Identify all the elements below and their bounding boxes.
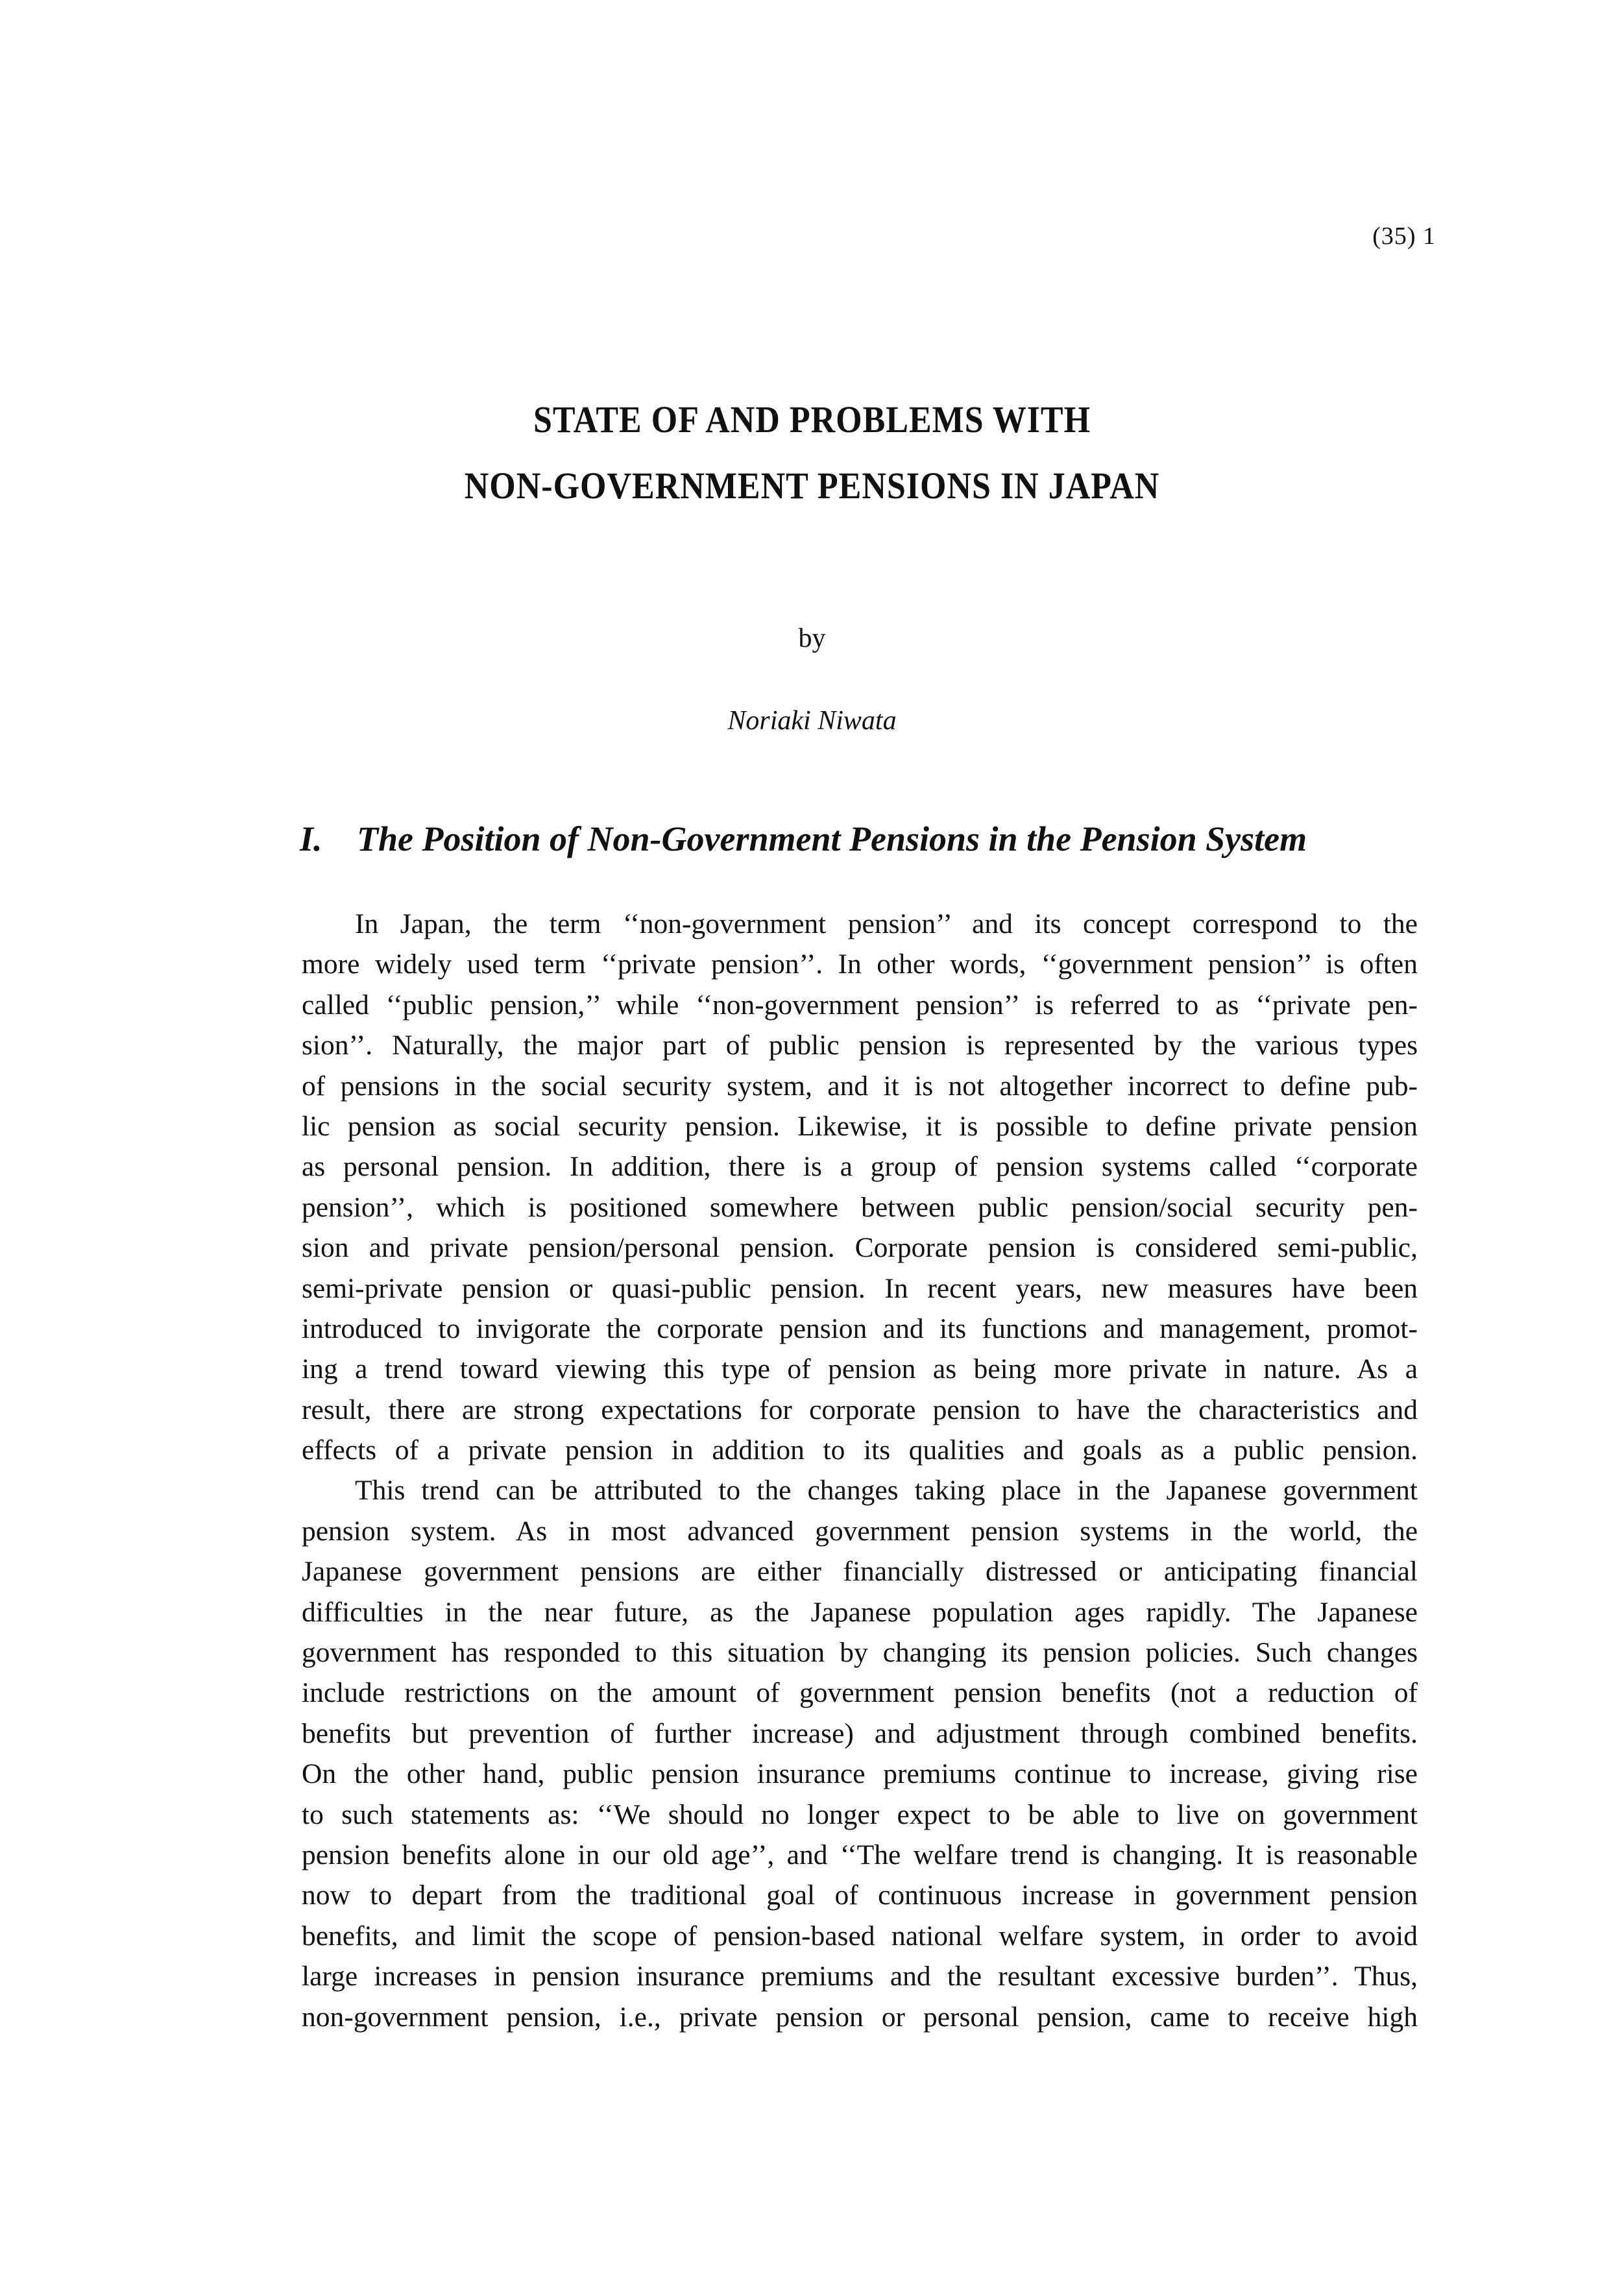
by-label: by xyxy=(798,623,826,653)
paragraph-2 xyxy=(302,1470,1418,2037)
section-title: The Position of Non-Government Pensions in the Pension System xyxy=(357,819,1307,858)
text-line: pension system. As in most advanced government pension systems in the world, the xyxy=(302,1515,1418,1547)
text-line: benefits but prevention of further increase) and adjustment through combined benefits. xyxy=(302,1717,1418,1749)
article-title-line-2: NON-GOVERNMENT PENSIONS IN JAPAN xyxy=(464,465,1160,507)
section-heading xyxy=(300,819,1307,859)
page-number: (35) 1 xyxy=(1372,223,1436,250)
text-line: of pensions in the social security system, and it is not altogether incorrect to define pub- xyxy=(302,1070,1418,1102)
text-line: non-government pension, i.e., private pension or personal pension, came to receive high xyxy=(302,2001,1418,2033)
text-line: difficulties in the near future, as the Japanese population ages rapidly. The Japanese xyxy=(302,1596,1418,1628)
text-line: sion and private pension/personal pension. Corporate pension is considered semi-public, xyxy=(302,1232,1418,1264)
text-line: result, there are strong expectations for corporate pension to have the characteristics and xyxy=(302,1394,1418,1425)
text-line: benefits, and limit the scope of pension-based national welfare system, in order to avoid xyxy=(302,1920,1418,1952)
text-line: as personal pension. In addition, there is a group of pension systems called ‘‘corporate xyxy=(302,1151,1418,1183)
text-line: In Japan, the term ‘‘non-government pension’’ and its concept correspond to the xyxy=(355,908,1418,939)
text-line: introduced to invigorate the corporate pension and its functions and management, promot- xyxy=(302,1313,1418,1344)
text-line: called ‘‘public pension,’’ while ‘‘non-government pension’’ is referred to as ‘‘private pen- xyxy=(302,989,1418,1021)
text-line: government has responded to this situation by changing its pension policies. Such changes xyxy=(302,1637,1418,1669)
text-line: more widely used term ‘‘private pension’’. In other words, ‘‘government pension’’ is often xyxy=(302,949,1418,980)
author-name: Noriaki Niwata xyxy=(727,706,897,736)
text-line: semi-private pension or quasi-public pension. In recent years, new measures have been xyxy=(302,1272,1418,1304)
paragraph-1 xyxy=(302,904,1418,1470)
text-line: pension benefits alone in our old age’’, and ‘‘The welfare trend is changing. It is reasonable xyxy=(302,1839,1418,1870)
text-line: now to depart from the traditional goal of continuous increase in government pension xyxy=(302,1880,1418,1911)
body-text xyxy=(302,904,1418,2037)
text-line: include restrictions on the amount of government pension benefits (not a reduction of xyxy=(302,1677,1418,1709)
text-line: This trend can be attributed to the changes taking place in the Japanese government xyxy=(355,1475,1418,1507)
text-line: effects of a private pension in addition to its qualities and goals as a public pension. xyxy=(302,1434,1418,1466)
text-line: On the other hand, public pension insurance premiums continue to increase, giving rise xyxy=(302,1758,1418,1790)
article-title-line-1: STATE OF AND PROBLEMS WITH xyxy=(533,399,1091,441)
text-line: sion’’. Naturally, the major part of public pension is represented by the various types xyxy=(302,1030,1418,1061)
text-line: Japanese government pensions are either financially distressed or anticipating financial xyxy=(302,1556,1418,1588)
text-line: ing a trend toward viewing this type of pension as being more private in nature. As a xyxy=(302,1353,1418,1385)
text-line: large increases in pension insurance premiums and the resultant excessive burden’’. Thus, xyxy=(302,1961,1418,1992)
text-line: pension’’, which is positioned somewhere between public pension/social security pen- xyxy=(302,1191,1418,1223)
text-line: to such statements as: ‘‘We should no longer expect to be able to live on government xyxy=(302,1798,1418,1830)
section-number: I. xyxy=(300,819,322,858)
text-line: lic pension as social security pension. Likewise, it is possible to define private pension xyxy=(302,1110,1418,1142)
